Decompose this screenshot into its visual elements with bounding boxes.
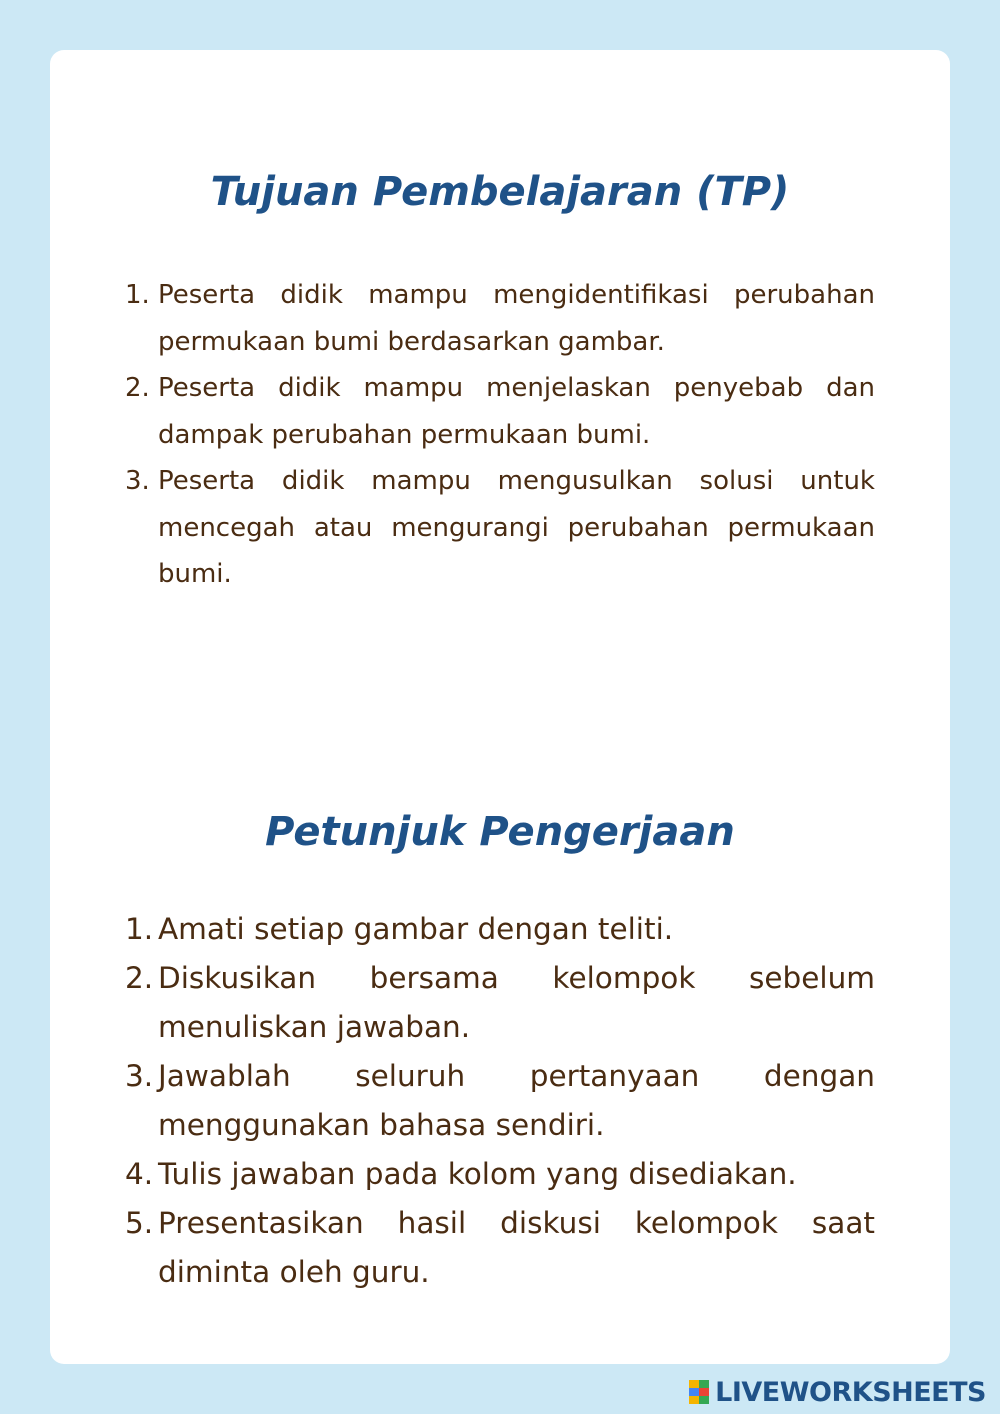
list-item-text: Peserta didik mampu mengusulkan solusi untuk mencegah atau mengurangi perubahan permukaan bumi. (158, 466, 875, 589)
list-item (125, 458, 875, 598)
list-item-number: 1. (125, 912, 154, 946)
list-item-text: Peserta didik mampu menjelaskan penyebab dan dampak perubahan permukaan bumi. (158, 373, 875, 450)
list-item (125, 905, 875, 954)
learning-objectives-title: Tujuan Pembelajaran (TP) (210, 169, 790, 215)
list-item-number: 4. (125, 1157, 154, 1191)
list-item (125, 1052, 875, 1150)
list-item-number: 3. (125, 466, 150, 496)
list-item-number: 3. (125, 1059, 154, 1093)
logo-block (689, 1396, 699, 1404)
list-item-text: Peserta didik mampu mengidentifikasi perubahan permukaan bumi berdasarkan gambar. (158, 280, 875, 357)
liveworksheets-brand[interactable] (689, 1376, 986, 1408)
logo-block (689, 1380, 699, 1388)
logo-block (699, 1380, 709, 1388)
logo-block (689, 1388, 699, 1396)
learning-objectives-list (125, 272, 875, 598)
list-item (125, 1199, 875, 1297)
list-item-number: 2. (125, 373, 150, 403)
list-item-number: 5. (125, 1206, 154, 1240)
list-item-number: 1. (125, 280, 150, 310)
list-item (125, 1150, 875, 1199)
list-item (125, 272, 875, 365)
logo-block (699, 1396, 709, 1404)
liveworksheets-logo-icon (689, 1380, 709, 1404)
instructions-list (125, 905, 875, 1297)
instructions-title: Petunjuk Pengerjaan (265, 809, 735, 855)
list-item-text: Presentasikan hasil diskusi kelompok saat diminta oleh guru. (158, 1206, 875, 1289)
list-item (125, 365, 875, 458)
content-card (50, 50, 950, 1364)
list-item-number: 2. (125, 961, 154, 995)
brand-name: LIVEWORKSHEETS (715, 1376, 986, 1408)
list-item-text: Diskusikan bersama kelompok sebelum menuliskan jawaban. (158, 961, 875, 1044)
list-item-text: Amati setiap gambar dengan teliti. (158, 912, 674, 946)
list-item-text: Tulis jawaban pada kolom yang disediakan. (158, 1157, 797, 1191)
logo-block (699, 1388, 709, 1396)
list-item (125, 954, 875, 1052)
list-item-text: Jawablah seluruh pertanyaan dengan menggunakan bahasa sendiri. (158, 1059, 875, 1142)
